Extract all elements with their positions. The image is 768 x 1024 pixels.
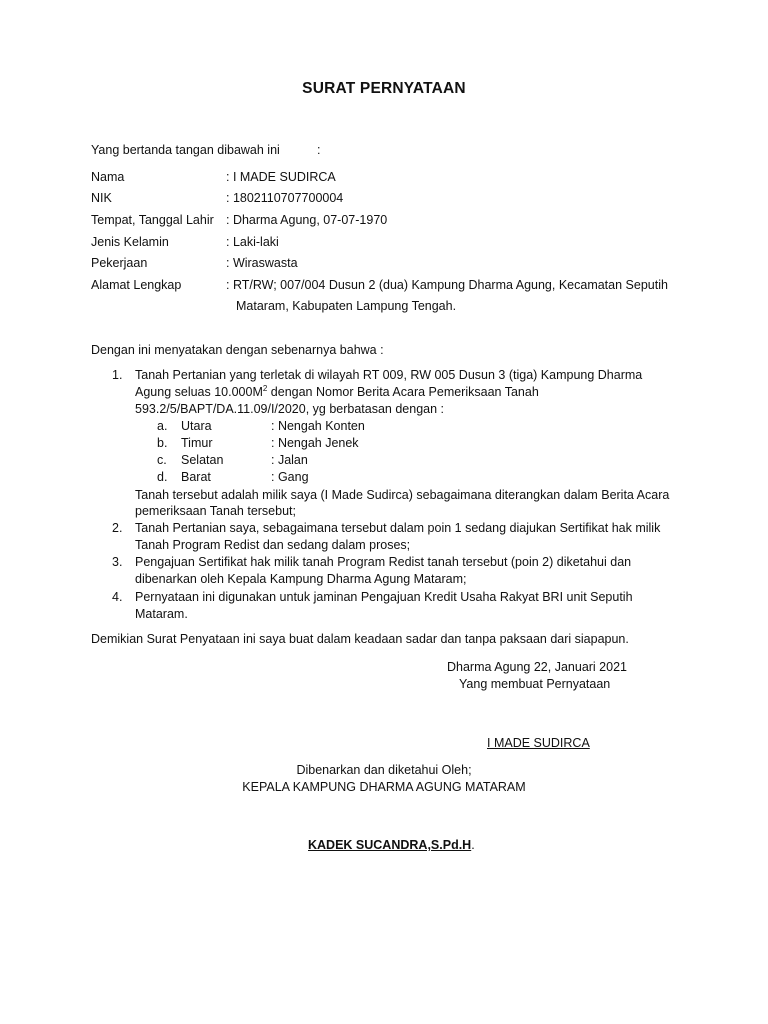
village-head-name-suffix: . [471, 838, 475, 852]
item-number: 4. [112, 590, 123, 604]
village-head-name [308, 838, 475, 852]
border-value-south: : Jalan [271, 453, 308, 467]
border-value-north: : Nengah Konten [271, 419, 365, 433]
maker-name: I MADE SUDIRCA [487, 736, 590, 750]
field-label-birth: Tempat, Tanggal Lahir [91, 213, 214, 227]
item-number: 2. [112, 521, 123, 535]
field-value-occupation: : Wiraswasta [226, 256, 298, 270]
border-value-west: : Gang [271, 470, 309, 484]
border-letter: b. [157, 436, 168, 450]
acknowledgement-line: Dibenarkan dan diketahui Oleh; [296, 763, 472, 777]
intro-text: Yang bertanda tangan dibawah ini [91, 143, 280, 157]
item-number: 1. [112, 368, 123, 382]
border-letter: a. [157, 419, 168, 433]
statement-intro: Dengan ini menyatakan dengan sebenarnya bahwa : [91, 343, 384, 357]
document-title: SURAT PERNYATAAN [302, 80, 466, 97]
border-name-north: Utara [181, 419, 212, 433]
field-label-gender: Jenis Kelamin [91, 235, 169, 249]
item-1-line-1: Tanah Pertanian yang terletak di wilayah RT 009, RW 005 Dusun 3 (tiga) Kampung Dharma [135, 368, 643, 382]
field-value-address: : RT/RW; 007/004 Dusun 2 (dua) Kampung Dharma Agung, Kecamatan Seputih [226, 278, 668, 292]
field-value-nik: : 1802110707700004 [226, 191, 344, 205]
field-value-gender: : Laki-laki [226, 235, 279, 249]
border-letter: d. [157, 470, 168, 484]
border-name-south: Selatan [181, 453, 224, 467]
field-value-name: : I MADE SUDIRCA [226, 170, 336, 184]
border-letter: c. [157, 453, 167, 467]
border-name-east: Timur [181, 436, 213, 450]
item-1-after-2: pemeriksaan Tanah tersebut; [135, 504, 296, 518]
field-label-name: Nama [91, 170, 125, 184]
item-1-line-2 [135, 385, 539, 399]
item-4-line-2: Mataram. [135, 607, 188, 621]
item-3-line-1: Pengajuan Sertifikat hak milik tanah Program Redist tanah tersebut (poin 2) diketahui dan [135, 555, 632, 569]
field-value-address-cont: Mataram, Kabupaten Lampung Tengah. [236, 299, 457, 313]
village-head-name-text: KADEK SUCANDRA,S.Pd.H [308, 838, 472, 852]
report-text: dengan Nomor Berita Acara Pemeriksaan Tanah [267, 385, 539, 399]
border-name-west: Barat [181, 470, 211, 484]
field-label-nik: NIK [91, 191, 112, 205]
item-4-line-1: Pernyataan ini digunakan untuk jaminan Pengajuan Kredit Usaha Rakyat BRI unit Seputih [135, 590, 633, 604]
border-value-east: : Nengah Jenek [271, 436, 359, 450]
closing-text: Demikian Surat Penyataan ini saya buat dalam keadaan sadar dan tanpa paksaan dari siapapun. [91, 632, 629, 646]
maker-label: Yang membuat Pernyataan [459, 677, 611, 691]
intro-colon: : [317, 143, 321, 157]
item-2-line-2: Tanah Program Redist dan sedang dalam proses; [135, 538, 411, 552]
field-value-birth: : Dharma Agung, 07-07-1970 [226, 213, 388, 227]
field-label-occupation: Pekerjaan [91, 256, 148, 270]
item-1-line-3: 593.2/5/BAPT/DA.11.09/I/2020, yg berbatasan dengan : [135, 402, 445, 416]
area-superscript: 2 [262, 384, 268, 393]
item-3-line-2: dibenarkan oleh Kepala Kampung Dharma Agung Mataram; [135, 572, 467, 586]
item-2-line-1: Tanah Pertanian saya, sebagaimana tersebut dalam poin 1 sedang diajukan Sertifikat hak milik [135, 521, 661, 535]
place-date: Dharma Agung 22, Januari 2021 [447, 660, 627, 674]
field-label-address: Alamat Lengkap [91, 278, 182, 292]
village-head-title: KEPALA KAMPUNG DHARMA AGUNG MATARAM [242, 780, 526, 794]
item-number: 3. [112, 555, 123, 569]
item-1-after-1: Tanah tersebut adalah milik saya (I Made Sudirca) sebagaimana diterangkan dalam Berita Acara [135, 488, 670, 502]
area-text: Agung seluas 10.000M [135, 385, 263, 399]
